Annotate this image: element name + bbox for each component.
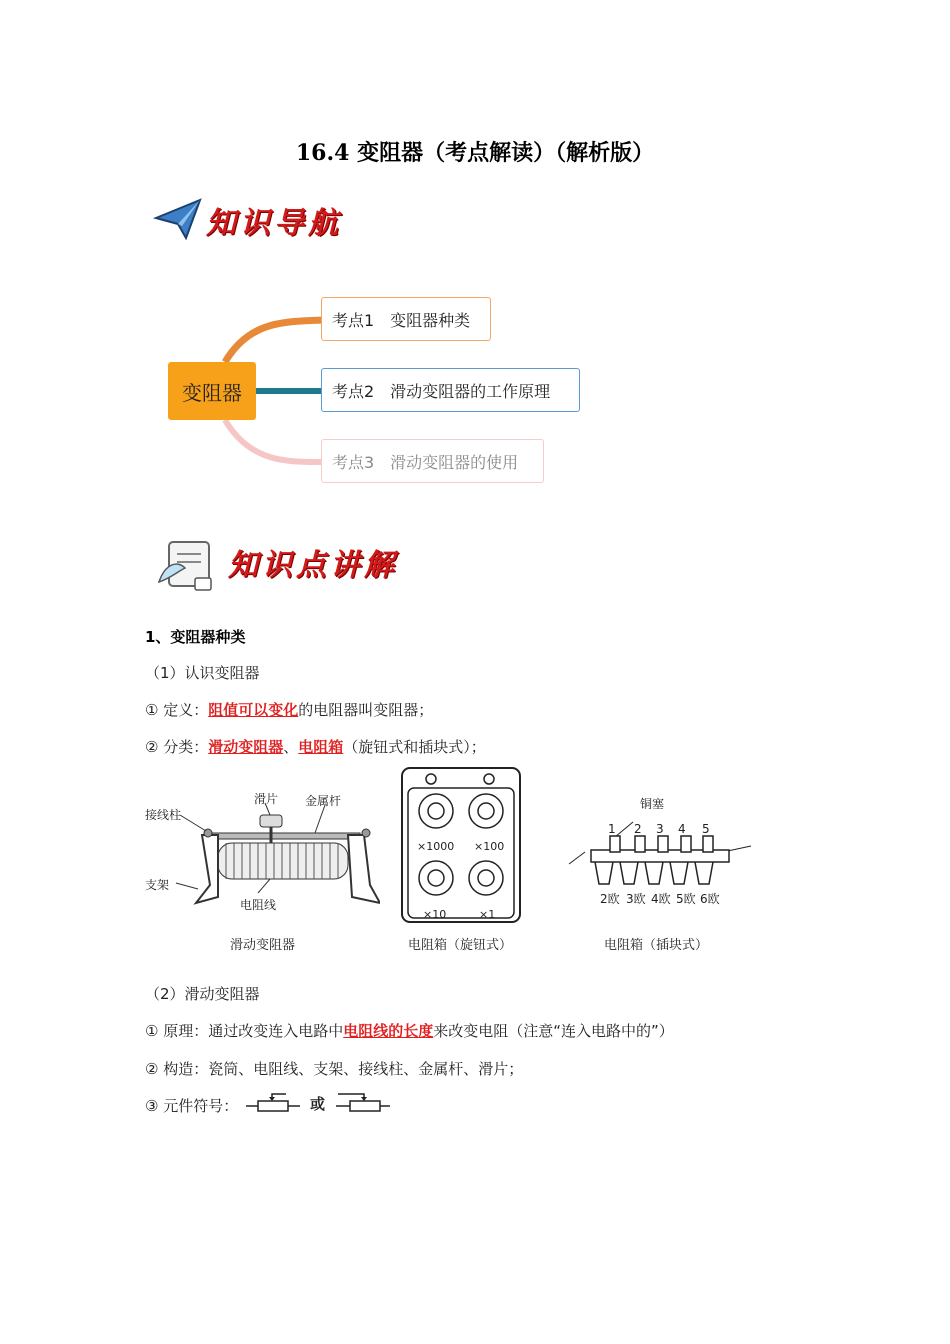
caption-rotary-box: 电阻箱（旋钮式） [408, 938, 513, 953]
stand-left [196, 835, 218, 903]
plug-number-2: 2 [634, 822, 642, 836]
symbol-or: 或 [310, 1095, 326, 1113]
multiplier-1000: ×1000 [417, 840, 455, 853]
label-terminal: 接线柱 [145, 808, 182, 822]
ohm-5: 5欧 [676, 892, 696, 906]
mindmap-node-2: 考点2 滑动变阻器的工作原理 [321, 368, 580, 412]
caption-rheostat: 滑动变阻器 [230, 938, 296, 953]
ohm-2: 2欧 [600, 892, 620, 906]
section-heading: 1、变阻器种类 [145, 628, 246, 646]
class-key-1: 滑动变阻器 [208, 738, 284, 756]
symbol-prefix: ③ 元件符号： [145, 1097, 239, 1115]
plug-box-figure [565, 812, 755, 892]
connector-1 [225, 320, 322, 362]
classification-line: ② 分类：滑动变阻器、电阻箱（旋钮式和插块式）； [145, 738, 486, 756]
porcelain-tube [218, 843, 348, 879]
principle-line: ① 原理：通过改变连入电路中电阻线的长度来改变电阻（注意“连入电路中的”） [145, 1022, 674, 1040]
ohm-3: 3欧 [626, 892, 646, 906]
stand-right [348, 835, 380, 903]
definition-line: ① 定义：阻值可以变化的电阻器叫变阻器； [145, 701, 434, 719]
ohm-4: 4欧 [651, 892, 671, 906]
label-rod: 金属杆 [305, 794, 342, 808]
multiplier-1: ×1 [479, 908, 496, 921]
terminal-right [362, 829, 370, 837]
multiplier-100: ×100 [474, 840, 505, 853]
connector-3 [225, 420, 322, 462]
plug-number-1: 1 [608, 822, 616, 836]
structure-line: ② 构造：瓷筒、电阻线、支架、接线柱、金属杆、滑片； [145, 1060, 524, 1078]
rheostat-symbol-2 [334, 1090, 392, 1114]
caption-plug-box: 电阻箱（插块式） [604, 938, 709, 953]
label-wire: 电阻线 [240, 898, 277, 912]
banner-knowledge-nav: 知识导航 [206, 206, 342, 241]
page-title: 16.4 变阻器（考点解读）（解析版） [295, 140, 655, 166]
plug-number-4: 4 [678, 822, 686, 836]
mindmap-node-1: 考点1 变阻器种类 [321, 297, 491, 341]
principle-key: 电阻线的长度 [343, 1022, 434, 1040]
slider [260, 815, 282, 827]
metal-rod [210, 833, 360, 839]
mindmap-node-3: 考点3 滑动变阻器的使用 [321, 439, 544, 483]
plug-number-5: 5 [702, 822, 710, 836]
class-key-2: 电阻箱 [298, 738, 344, 756]
rheostat-symbol-1 [244, 1090, 302, 1114]
subheading-2: （2）滑动变阻器 [145, 985, 260, 1003]
banner-knowledge-explain: 知识点讲解 [228, 548, 398, 583]
scroll-quill-icon [155, 538, 217, 594]
label-stand: 支架 [145, 878, 170, 892]
multiplier-10: ×10 [423, 908, 447, 921]
mindmap-center: 变阻器 [168, 362, 256, 420]
label-copper-plug: 铜塞 [640, 797, 665, 811]
ohm-6: 6欧 [700, 892, 720, 906]
plug-number-3: 3 [656, 822, 664, 836]
subheading-1: （1）认识变阻器 [145, 664, 260, 682]
label-slider: 滑片 [254, 792, 279, 806]
definition-key: 阻值可以变化 [208, 701, 299, 719]
